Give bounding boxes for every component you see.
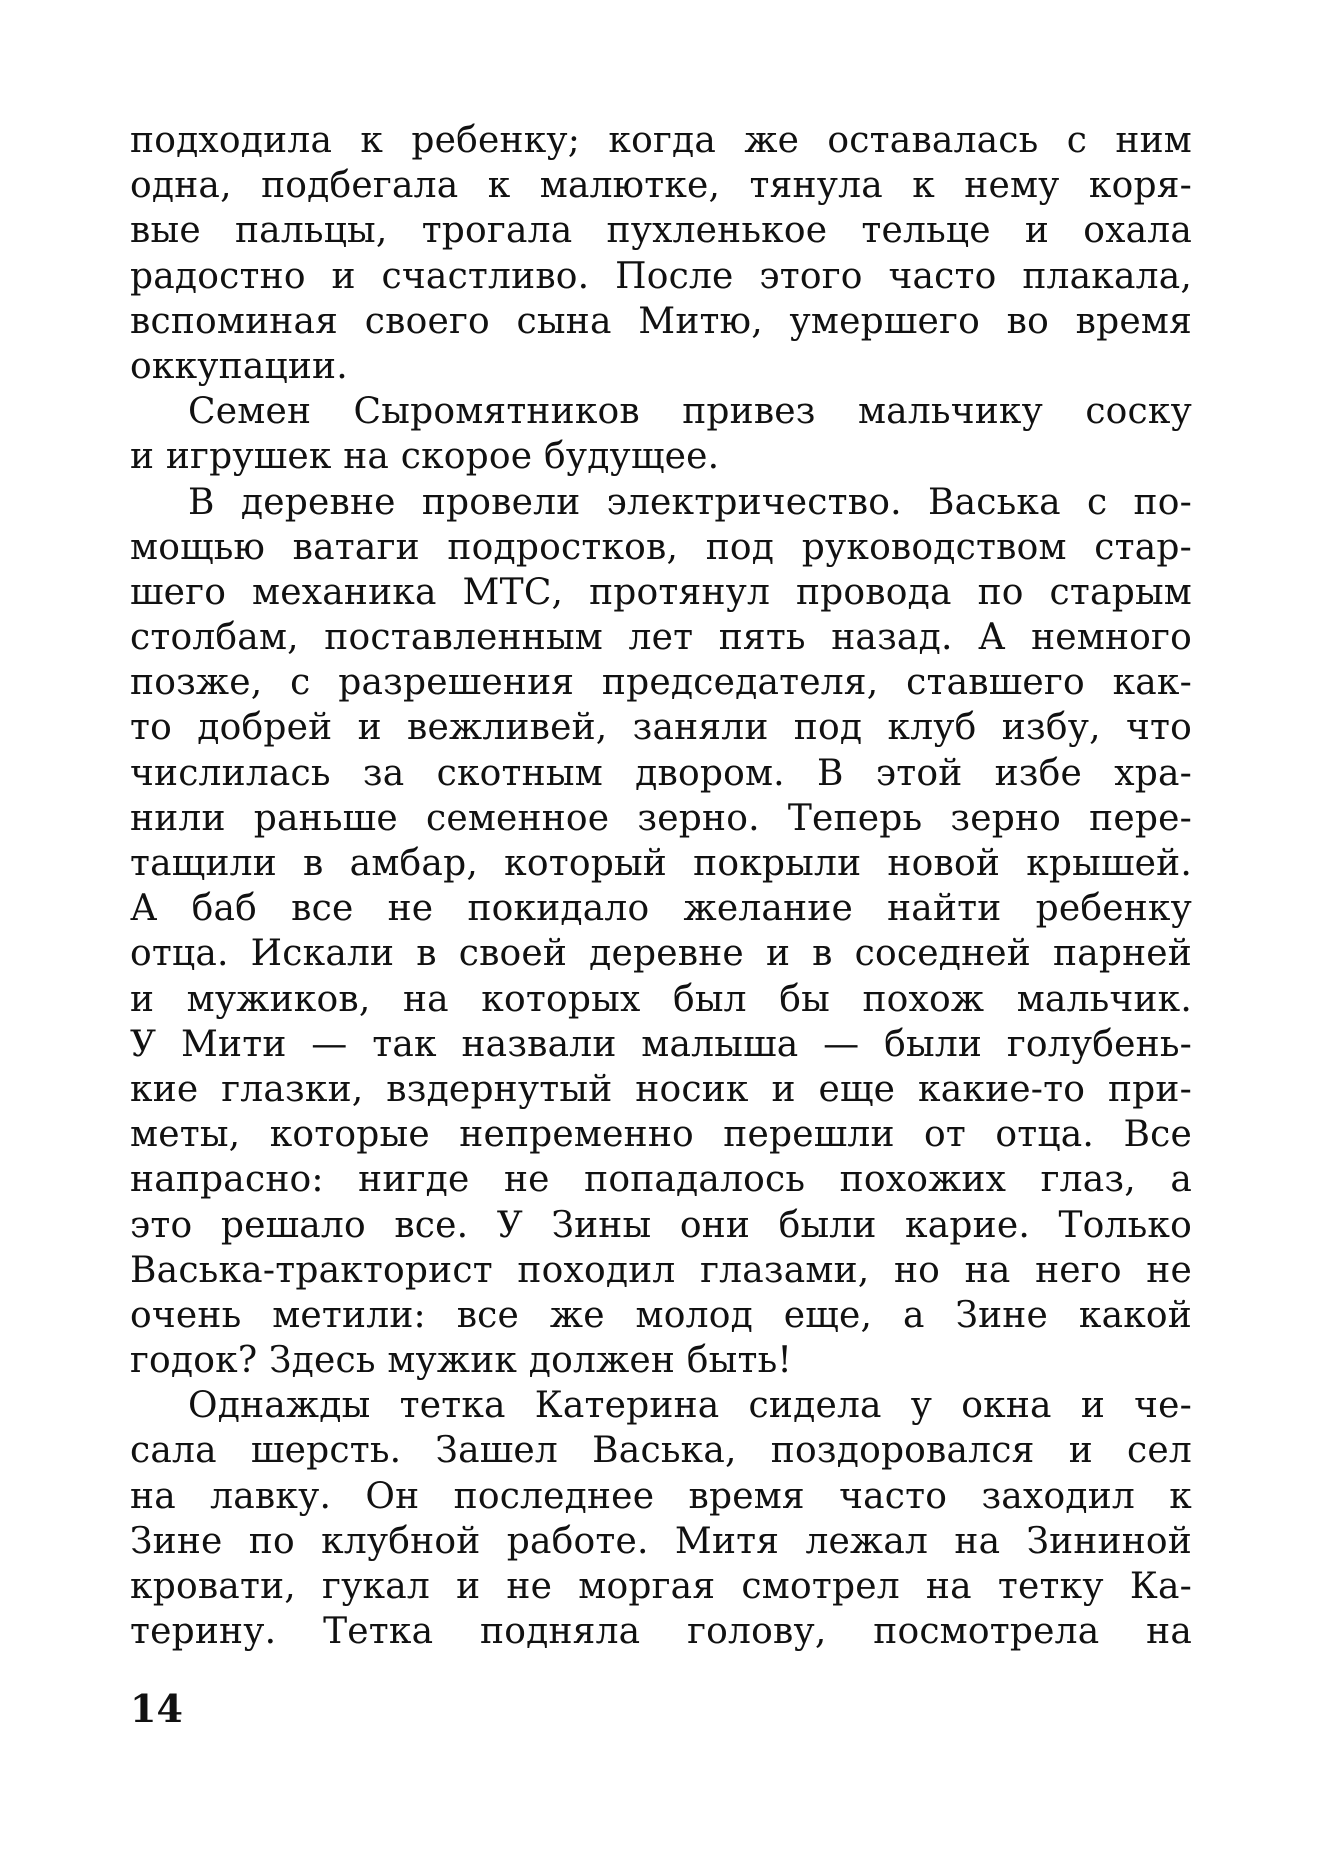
- text-line: А баб все не покидало желание найти ребенку: [130, 888, 1192, 930]
- text-line: позже, с разрешения председателя, ставшего как-: [130, 662, 1192, 704]
- text-line: и игрушек на скорое будущее.: [130, 436, 720, 478]
- page-number: 14: [130, 1686, 183, 1731]
- text-line: годок? Здесь мужик должен быть!: [130, 1340, 793, 1382]
- text-line: числилась за скотным двором. В этой избе хра-: [130, 752, 1192, 794]
- text-line: шего механика МТС, протянул провода по старым: [130, 571, 1192, 613]
- text-line: подходила к ребенку; когда же оставалась с ним: [130, 120, 1192, 161]
- body-text: [130, 118, 1192, 1654]
- text-line: напрасно: нигде не попадалось похожих глаз, а: [130, 1159, 1192, 1201]
- text-line: отца. Искали в своей деревне и в соседней парней: [130, 933, 1192, 975]
- text-line: терину. Тетка подняла голову, посмотрела на: [130, 1611, 1192, 1653]
- text-line: меты, которые непременно перешли от отца. Все: [130, 1114, 1192, 1156]
- text-line: Васька-тракторист походил глазами, но на него не: [130, 1249, 1192, 1291]
- text-line: У Мити — так назвали малыша — были голубень-: [130, 1023, 1192, 1065]
- text-line: вые пальцы, трогала пухленькое тельце и охала: [130, 210, 1192, 252]
- text-line: сала шерсть. Зашел Васька, поздоровался и сел: [130, 1430, 1192, 1472]
- text-line: очень метили: все же молод еще, а Зине какой: [130, 1294, 1192, 1336]
- text-line: на лавку. Он последнее время часто заходил к: [130, 1475, 1192, 1517]
- text-line: это решало все. У Зины они были карие. Только: [130, 1204, 1192, 1246]
- text-line: одна, подбегала к малютке, тянула к нему коря-: [130, 165, 1192, 207]
- text-line: кровати, гукал и не моргая смотрел на тетку Ка-: [130, 1566, 1192, 1607]
- text-line: тащили в амбар, который покрыли новой крышей.: [130, 843, 1192, 884]
- text-line: Зине по клубной работе. Митя лежал на Зининой: [130, 1520, 1192, 1562]
- text-line: оккупации.: [130, 345, 348, 387]
- text-line: вспоминая своего сына Митю, умершего во время: [130, 300, 1192, 342]
- text-line: В деревне провели электричество. Васька с по-: [188, 481, 1192, 523]
- text-line: кие глазки, вздернутый носик и еще какие-то при-: [130, 1068, 1192, 1110]
- text-line: и мужиков, на которых был бы похож мальчик.: [130, 978, 1192, 1020]
- text-line: Семен Сыромятников привез мальчику соску: [188, 391, 1192, 433]
- text-line: Однажды тетка Катерина сидела у окна и че-: [188, 1385, 1192, 1427]
- text-line: радостно и счастливо. После этого часто плакала,: [130, 255, 1192, 297]
- text-line: столбам, поставленным лет пять назад. А немного: [130, 617, 1192, 659]
- text-line: мощью ватаги подростков, под руководством стар-: [130, 526, 1192, 568]
- text-line: нили раньше семенное зерно. Теперь зерно пере-: [130, 797, 1192, 839]
- text-line: то добрей и вежливей, заняли под клуб избу, что: [130, 707, 1192, 749]
